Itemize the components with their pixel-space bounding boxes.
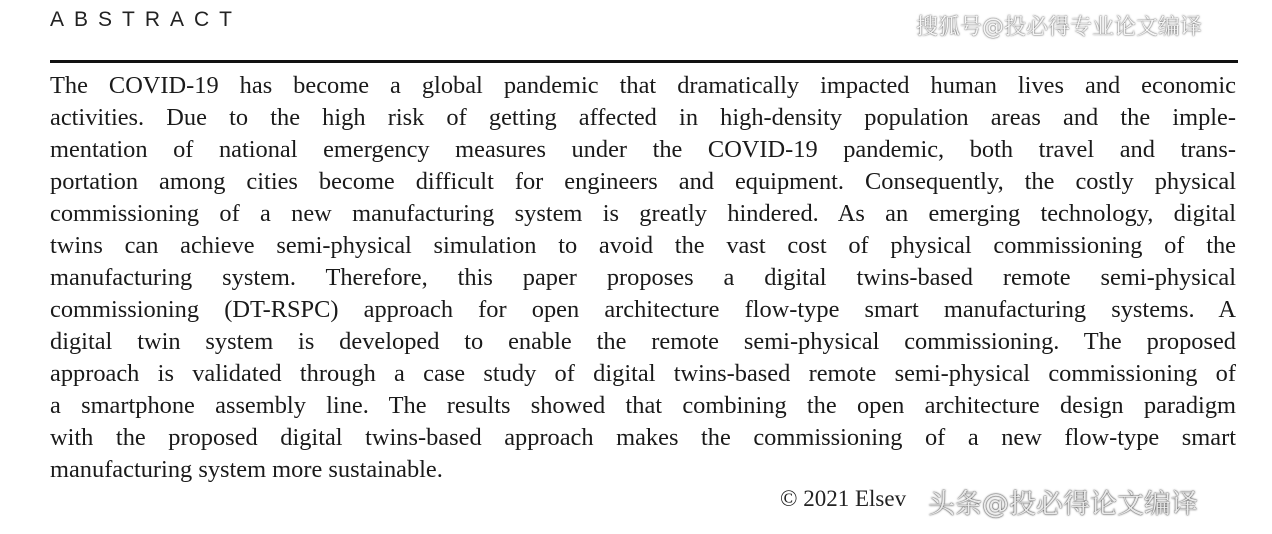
abstract-line: portation among cities become difficult for engineers and equipment. Consequently, the costly physical — [50, 168, 1236, 195]
abstract-line: twins can achieve semi-physical simulation to avoid the vast cost of physical commissioning of the — [50, 232, 1236, 259]
abstract-line: activities. Due to the high risk of getting affected in high-density population areas and the imple- — [50, 104, 1236, 131]
abstract-line: manufacturing system. Therefore, this paper proposes a digital twins-based remote semi-physical — [50, 264, 1236, 291]
abstract-text — [50, 70, 1236, 486]
abstract-line: commissioning (DT-RSPC) approach for open architecture flow-type smart manufacturing systems. A — [50, 296, 1236, 323]
abstract-line: a smartphone assembly line. The results showed that combining the open architecture design paradigm — [50, 392, 1236, 419]
watermark-top: 搜狐号@投必得专业论文编译 — [916, 15, 1203, 40]
abstract-heading: ABSTRACT — [50, 8, 243, 31]
watermark-bottom: 头条@投必得论文编译 — [928, 489, 1198, 520]
abstract-line: with the proposed digital twins-based approach makes the commissioning of a new flow-type smart — [50, 424, 1236, 451]
abstract-line: commissioning of a new manufacturing system is greatly hindered. As an emerging technology, digital — [50, 200, 1236, 227]
abstract-line: digital twin system is developed to enable the remote semi-physical commissioning. The proposed — [50, 328, 1236, 355]
abstract-line: manufacturing system more sustainable. — [50, 456, 443, 483]
copyright-notice: © 2021 Elsev — [780, 486, 907, 511]
abstract-line: The COVID-19 has become a global pandemic that dramatically impacted human lives and economic — [50, 72, 1236, 99]
abstract-line: approach is validated through a case study of digital twins-based remote semi-physical commissioning of — [50, 360, 1236, 387]
abstract-line: mentation of national emergency measures under the COVID-19 pandemic, both travel and trans- — [50, 136, 1236, 163]
heading-divider — [50, 60, 1238, 63]
